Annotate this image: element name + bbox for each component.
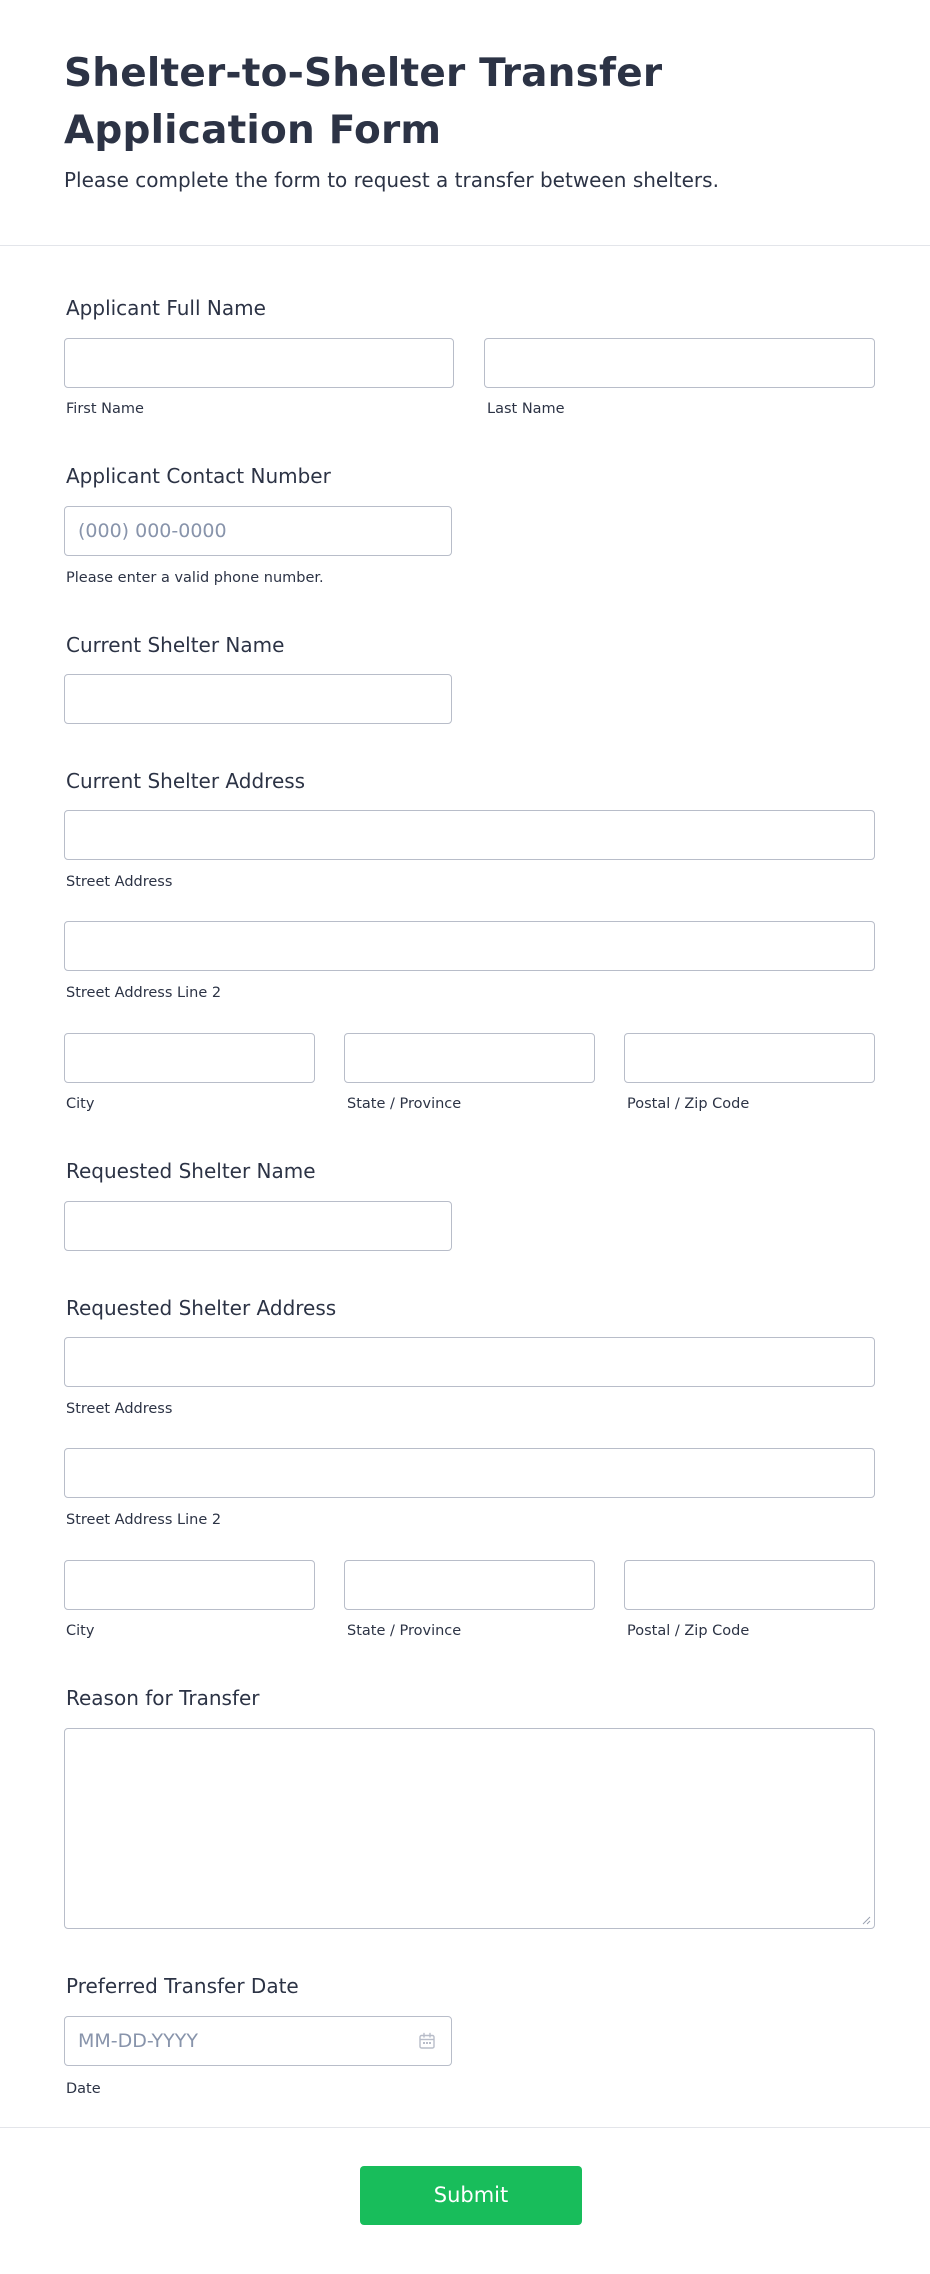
current-street-input[interactable] bbox=[64, 810, 875, 860]
current-state-sublabel: State / Province bbox=[347, 1096, 462, 1112]
current-shelter-name-label: Current Shelter Name bbox=[66, 633, 285, 657]
requested-city-sublabel: City bbox=[66, 1623, 95, 1639]
first-name-sublabel: First Name bbox=[66, 401, 144, 417]
first-name-input[interactable] bbox=[64, 338, 454, 388]
date-input[interactable] bbox=[64, 2016, 452, 2066]
reason-label: Reason for Transfer bbox=[66, 1686, 260, 1710]
current-city-sublabel: City bbox=[66, 1096, 95, 1112]
requested-street-input[interactable] bbox=[64, 1337, 875, 1387]
requested-zip-input[interactable] bbox=[624, 1560, 875, 1610]
current-street2-sublabel: Street Address Line 2 bbox=[66, 985, 222, 1001]
requested-shelter-name-input[interactable] bbox=[64, 1201, 452, 1251]
requested-street2-sublabel: Street Address Line 2 bbox=[66, 1512, 222, 1528]
requested-city-input[interactable] bbox=[64, 1560, 315, 1610]
phone-hint: Please enter a valid phone number. bbox=[66, 570, 324, 586]
requested-state-input[interactable] bbox=[344, 1560, 595, 1610]
date-placeholder: MM-DD-YYYY bbox=[78, 2030, 198, 2052]
requested-state-sublabel: State / Province bbox=[347, 1623, 462, 1639]
requested-street-sublabel: Street Address bbox=[66, 1401, 173, 1417]
last-name-sublabel: Last Name bbox=[487, 401, 565, 417]
phone-placeholder: (000) 000-0000 bbox=[78, 520, 227, 542]
reason-textarea[interactable] bbox=[64, 1728, 875, 1929]
requested-street2-input[interactable] bbox=[64, 1448, 875, 1498]
full-name-label: Applicant Full Name bbox=[66, 296, 266, 320]
date-sublabel: Date bbox=[66, 2081, 101, 2097]
form-subtitle: Please complete the form to request a transfer between shelters. bbox=[64, 168, 719, 192]
current-zip-input[interactable] bbox=[624, 1033, 875, 1083]
resize-grip-icon[interactable] bbox=[862, 1916, 871, 1925]
current-address-label: Current Shelter Address bbox=[66, 769, 306, 793]
requested-zip-sublabel: Postal / Zip Code bbox=[627, 1623, 750, 1639]
current-street2-input[interactable] bbox=[64, 921, 875, 971]
submit-button[interactable]: Submit bbox=[360, 2166, 582, 2225]
contact-number-label: Applicant Contact Number bbox=[66, 464, 331, 488]
calendar-icon[interactable] bbox=[417, 2031, 437, 2051]
form-header bbox=[0, 0, 930, 246]
current-state-input[interactable] bbox=[344, 1033, 595, 1083]
date-label: Preferred Transfer Date bbox=[66, 1974, 299, 1998]
current-shelter-name-input[interactable] bbox=[64, 674, 452, 724]
requested-address-label: Requested Shelter Address bbox=[66, 1296, 337, 1320]
current-zip-sublabel: Postal / Zip Code bbox=[627, 1096, 750, 1112]
last-name-input[interactable] bbox=[484, 338, 875, 388]
form-title: Shelter-to-Shelter Transfer Application Form bbox=[64, 51, 663, 153]
phone-input[interactable] bbox=[64, 506, 452, 556]
current-street-sublabel: Street Address bbox=[66, 874, 173, 890]
requested-shelter-name-label: Requested Shelter Name bbox=[66, 1159, 316, 1183]
current-city-input[interactable] bbox=[64, 1033, 315, 1083]
